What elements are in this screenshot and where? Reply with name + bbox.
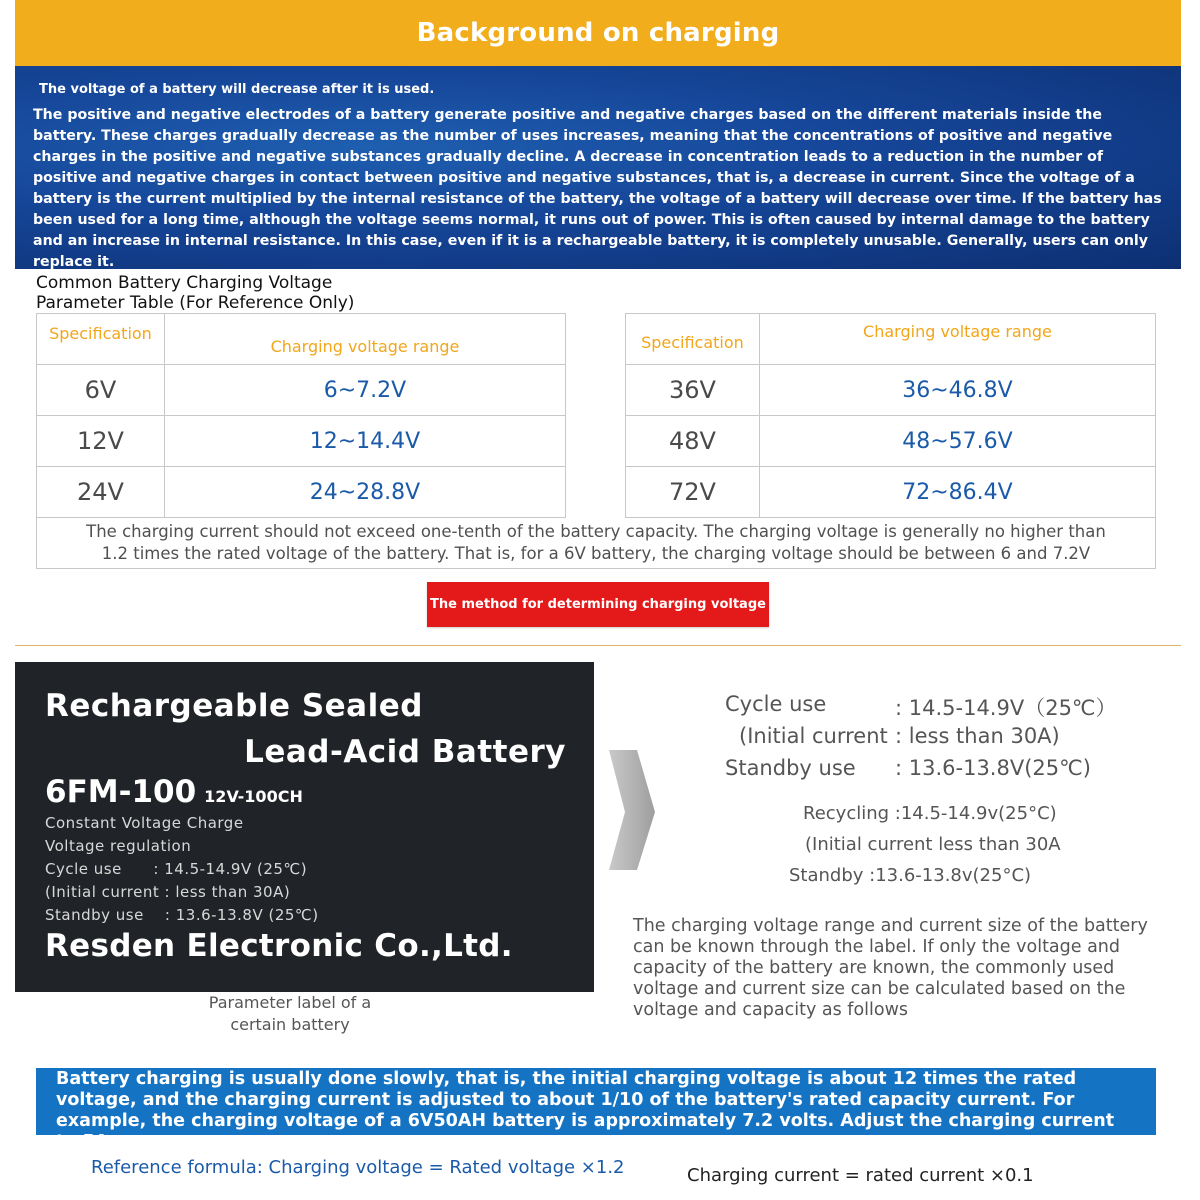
table-row bbox=[37, 467, 566, 518]
spec-cell: 12V bbox=[37, 416, 165, 467]
table-caption-line1: Common Battery Charging Voltage bbox=[36, 273, 333, 293]
bottom-info-box bbox=[36, 1068, 1156, 1152]
spec-cell: 48V bbox=[626, 416, 760, 467]
range-cell: 48~57.6V bbox=[759, 416, 1155, 467]
table-header-range: Charging voltage range bbox=[759, 314, 1155, 365]
formula-voltage: Reference formula: Charging voltage = Rated voltage ×1.2 bbox=[91, 1157, 625, 1178]
bottom-info-text: Battery charging is usually done slowly, that is, the initial charging voltage is about 12 times the rated voltage, and the charging current is adjusted to about 1/10 of the battery's rated capacity current. For example, the charging voltage of a 6V50AH battery is approximately 7.2 volts. Adjust the charging current to 5A bbox=[56, 1069, 1115, 1152]
table-row bbox=[626, 467, 1156, 518]
spec-cycle-label: Cycle use bbox=[725, 692, 827, 716]
range-cell: 36~46.8V bbox=[759, 365, 1155, 416]
battery-label-line: Cycle use : 14.5-14.9V (25℃) bbox=[45, 860, 308, 878]
battery-label-caption-line1: Parameter label of a bbox=[208, 993, 372, 1012]
battery-model bbox=[45, 774, 303, 810]
battery-label-caption-line2: certain battery bbox=[230, 1015, 350, 1034]
battery-label bbox=[15, 662, 594, 992]
battery-company: Resden Electronic Co.,Ltd. bbox=[45, 928, 513, 964]
spec-initial-value: : less than 30A) bbox=[895, 724, 1060, 748]
intro-box bbox=[15, 66, 1181, 269]
spec-cell: 72V bbox=[626, 467, 760, 518]
spec-initial-label: (Initial current bbox=[739, 724, 888, 748]
battery-label-line: (Initial current : less than 30A) bbox=[45, 883, 291, 901]
battery-label-title-line2: Lead-Acid Battery bbox=[244, 734, 566, 770]
range-cell: 12~14.4V bbox=[164, 416, 565, 467]
table-row bbox=[37, 416, 566, 467]
table-note bbox=[36, 517, 1156, 569]
range-cell: 6~7.2V bbox=[164, 365, 565, 416]
table-row bbox=[37, 365, 566, 416]
method-button[interactable] bbox=[427, 582, 769, 627]
battery-label-title-line1: Rechargeable Sealed bbox=[45, 688, 423, 724]
battery-label-line: Constant Voltage Charge bbox=[45, 814, 244, 832]
formula-current: Charging current = rated current ×0.1 bbox=[687, 1165, 1034, 1186]
table-caption-line2: Parameter Table (For Reference Only) bbox=[36, 293, 355, 313]
arrow-right-icon bbox=[607, 750, 655, 870]
battery-label-line: Voltage regulation bbox=[45, 837, 192, 855]
spec-standby-label: Standby use bbox=[725, 756, 856, 780]
intro-paragraph: The positive and negative electrodes of a battery generate positive and negative charges based on the different materials inside the battery. These charges gradually decrease as the number of uses increases, meaning that the concentrations of positive and negative charges in the positive and negative substances gradually decline. A decrease in concentration leads to a reduction in the number of positive and negative charges in contact between positive and negative substances, that is, a decrease in current. Since the voltage of a battery is the current multiplied by the internal resistance of the battery, the voltage of a battery will decrease over time. If the battery has been used for a long time, although the voltage seems normal, it runs out of power. This is often caused by internal damage to the battery and an increase in internal resistance. In this case, even if it is a rechargeable battery, it is completely unusable. Generally, users can only replace it. bbox=[33, 107, 1162, 269]
section-divider bbox=[15, 645, 1181, 646]
battery-model-number: 6FM-100 bbox=[45, 774, 197, 810]
range-cell: 24~28.8V bbox=[164, 467, 565, 518]
voltage-table-left bbox=[36, 313, 566, 518]
battery-label-caption bbox=[170, 992, 410, 1036]
right-description: The charging voltage range and current size of the battery can be known through the label. If only the voltage and capacity of the battery are known, the commonly used voltage and current size can be calculated based on the voltage and capacity as follows bbox=[633, 916, 1148, 1020]
spec-cell: 36V bbox=[626, 365, 760, 416]
table-note-line2: 1.2 times the rated voltage of the battery. That is, for a 6V battery, the charging voltage should be between 6 and 7.2V bbox=[101, 544, 1091, 563]
range-cell: 72~86.4V bbox=[759, 467, 1155, 518]
voltage-table-right bbox=[625, 313, 1156, 518]
method-button-label: The method for determining charging voltage bbox=[430, 597, 766, 612]
table-row bbox=[626, 416, 1156, 467]
spec-standby: Standby :13.6-13.8v(25°C) bbox=[789, 865, 1032, 886]
spec-cell: 24V bbox=[37, 467, 165, 518]
battery-label-line: Standby use : 13.6-13.8V (25℃) bbox=[45, 906, 319, 924]
spec-standby-value: : 13.6-13.8V(25℃) bbox=[895, 756, 1091, 780]
spec-cell: 6V bbox=[37, 365, 165, 416]
spec-cycle-value: : 14.5-14.9V（25℃） bbox=[895, 696, 1117, 720]
table-caption bbox=[36, 273, 456, 313]
table-header-spec: Specification bbox=[37, 314, 165, 365]
table-row bbox=[626, 365, 1156, 416]
battery-model-sub: 12V-100CH bbox=[204, 787, 303, 806]
page-title: Background on charging bbox=[416, 18, 780, 48]
spec-initial-current: (Initial current less than 30A bbox=[805, 834, 1061, 855]
table-header-spec: Specification bbox=[626, 314, 760, 365]
intro-lead: The voltage of a battery will decrease after it is used. bbox=[39, 82, 435, 97]
table-header-range: Charging voltage range bbox=[164, 314, 565, 365]
spec-recycling: Recycling :14.5-14.9v(25°C) bbox=[803, 803, 1057, 824]
header-band bbox=[15, 0, 1181, 66]
table-note-line1: The charging current should not exceed one-tenth of the battery capacity. The charging voltage is generally no higher than bbox=[86, 522, 1106, 541]
